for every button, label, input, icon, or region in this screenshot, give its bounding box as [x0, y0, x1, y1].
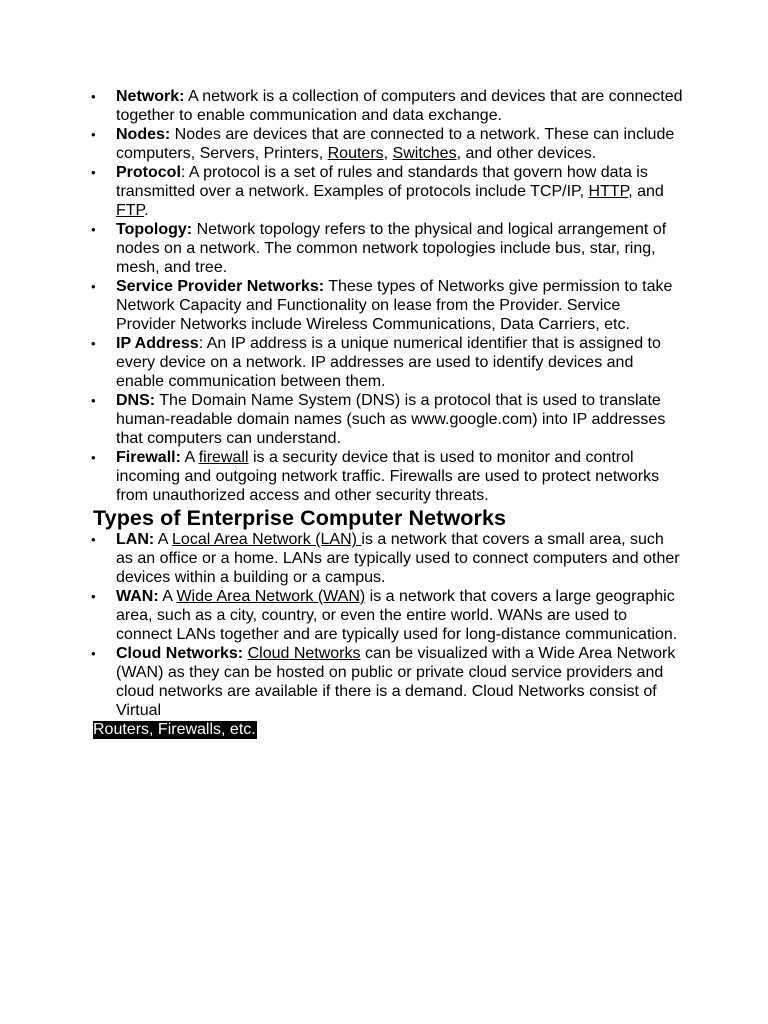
definition-text: The Domain Name System (DNS) is a protocol that is used to translate human-readable domain names (such as www.google.com) into IP addresses that computers can understand. — [116, 392, 666, 447]
network-type-item — [93, 587, 683, 644]
definition-item — [93, 125, 683, 163]
term-label: IP Address — [116, 335, 199, 352]
term-label: LAN: — [116, 531, 155, 548]
definition-item — [93, 334, 683, 391]
definition-text: : An IP address is a unique numerical identifier that is assigned to every device on a network. IP addresses are used to identify devices and enable communication between them. — [116, 335, 661, 390]
term-label: Cloud Networks: — [116, 645, 244, 662]
definition-text: is a network that covers a small area, such as an office or a home. LANs are typically used to connect computers and other devices within a building or a campus. — [116, 531, 680, 586]
definition-text: A network is a collection of computers and devices that are connected together to enable communication and data exchange. — [116, 88, 683, 124]
inline-link[interactable]: Wide Area Network (WAN) — [176, 588, 366, 605]
term-label: Service Provider Networks: — [116, 278, 325, 295]
definition-text: Network topology refers to the physical and logical arrangement of nodes on a network. The common network topologies include bus, star, ring, mesh, and tree. — [116, 221, 667, 276]
definition-text: A — [154, 531, 173, 548]
definition-text: These types of Networks give permission to take Network Capacity and Functionality on lease from the Provider. Service Provider Networks include Wireless Communications, Data Carriers, etc. — [116, 278, 673, 333]
inline-link[interactable]: Local Area Network (LAN) — [172, 531, 362, 548]
term-label: Protocol — [116, 164, 181, 181]
definition-text: is a network that covers a large geographic area, such as a city, country, or even the entire world. WANs are used to connect LANs together and are typically used for long-distance communication. — [116, 588, 678, 643]
section-heading: Types of Enterprise Computer Networks — [93, 506, 507, 530]
term-label: DNS: — [116, 392, 156, 409]
definition-item — [93, 448, 683, 505]
network-type-item — [93, 530, 683, 587]
term-label: Topology: — [116, 221, 193, 238]
inline-link[interactable]: firewall — [198, 449, 249, 466]
term-label: Firewall: — [116, 449, 181, 466]
document-page — [93, 87, 683, 739]
definition-text: : A protocol is a set of rules and standards that govern how data is transmitted over a network. Examples of protocols include TCP/IP, — [116, 164, 648, 200]
inline-link[interactable]: Switches — [392, 145, 457, 162]
highlighted-text: Routers, Firewalls, etc. — [93, 721, 256, 738]
definition-text: A — [158, 588, 177, 605]
inline-link[interactable]: Routers, — [327, 145, 389, 162]
definition-item — [93, 220, 683, 277]
inline-link[interactable]: Cloud Networks — [247, 645, 361, 662]
definition-text: A — [180, 449, 199, 466]
definition-text: can be visualized with a Wide Area Network (WAN) as they can be hosted on public or private cloud service providers and cloud networks are available if there is a demand. Cloud Networks consist of Virtual — [116, 645, 676, 719]
definition-text: , and other devices. — [456, 145, 597, 162]
definition-item — [93, 277, 683, 334]
definition-item — [93, 391, 683, 448]
definitions-list — [93, 87, 683, 505]
definition-text: is a security device that is used to monitor and control incoming and outgoing network traffic. Firewalls are used to protect networks from unauthorized access and other security threats. — [116, 449, 660, 504]
definition-text: . — [144, 202, 149, 219]
inline-link[interactable]: FTP — [116, 202, 145, 219]
network-types-list — [93, 530, 683, 720]
definition-item — [93, 163, 683, 220]
definition-text: Nodes are devices that are connected to a network. These can include computers, Servers, Printers, — [116, 126, 675, 162]
term-label: WAN: — [116, 588, 159, 605]
highlighted-text-line — [93, 720, 683, 739]
inline-link[interactable]: HTTP — [588, 183, 629, 200]
definition-item — [93, 87, 683, 125]
term-label: Network: — [116, 88, 185, 105]
definition-text: , and — [628, 183, 664, 200]
term-label: Nodes: — [116, 126, 171, 143]
network-type-item — [93, 644, 683, 720]
